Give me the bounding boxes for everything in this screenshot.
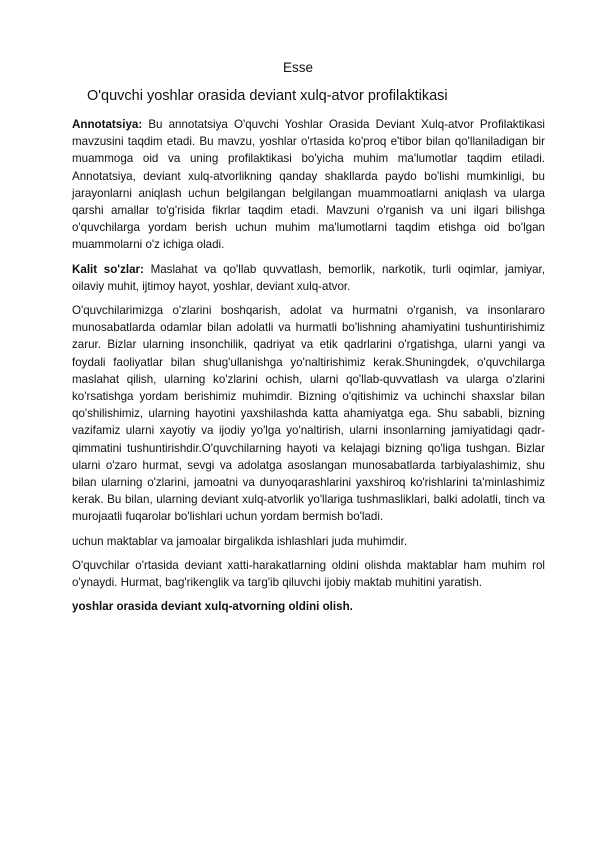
keywords-text: Maslahat va qo'llab quvvatlash, bemorlik, narkotik, turli oqimlar, jamiyar, oilaviy muhit, ijtimoy hayot, yoshlar, deviant xulq-atvor. — [72, 262, 545, 293]
closing-bold-line: yoshlar orasida deviant xulq-atvorning oldini olish. — [72, 600, 353, 614]
body-paragraph-3: O'quvchilar o'rtasida deviant xatti-harakatlarning oldini olishda maktablar ham muhim rol o'ynaydi. Hurmat, bag'rikenglik va targ'ib qiluvchi ijobiy maktab muhitini yaratish. — [72, 558, 545, 590]
abstract-label: Annotatsiya: — [72, 118, 143, 131]
abstract-paragraph — [72, 116, 545, 254]
keywords-label: Kalit so'zlar: — [72, 262, 144, 276]
document-title: O'quvchi yoshlar orasida deviant xulq-atvor profilaktikasi — [87, 88, 448, 104]
document-body — [72, 116, 545, 622]
body-paragraph-1: O'quvchilarimizga o'zlarini boshqarish, adolat va hurmatni o'rganish, va insonlararo munosabatlarda odamlar bilan adolatli va hurmatli bo'lishning ahamiyatini tushuntirishimiz zarur. Bizlar ularning insonchilik, qadriyat va etik qadrlarini o'rgatishga, ularni yangi va foydali faoliyatlar bilan shug'ullanishga yo'naltirishimiz kerak.Shuningdek, o'quvchilarga maslahat qilish, ularning ko'zlarini ochish, ularni qo'llab-quvvatlash va ularga o'zlarini ko'rsatishga yordam berishimiz muhimdir. Bizning o'qitishimiz va uchinchi shaxslar bilan qo'shilishimiz, ularning hayotini yaxshilashda katta ahamiyatga ega. Shu sababli, bizning vazifamiz ularni xayotiy va ijodiy yo'lga yo'naltirish, ularni insonlarning jamiyatidagi qadr-qimmatini tushuntirishdir.O'quvchilarning hayoti va kelajagi bizning qo'liga tushgan. Bizlar ularni o'zaro hurmat, sevgi va adolatga asoslangan munosabatlarda tarbiyalashimiz, shu bilan ularning o'zlarini, jamoatni va dunyoqarashlarini yaxshiroq ko'rishlarini ta'minlashimiz kerak. Bu bilan, ularning deviant xulq-atvorlik yo'llariga tushmasliklari, balki adolatli, tinch va murojaatli fuqarolar bo'lishlari uchun yordam bermish bo'ladi. — [72, 304, 545, 524]
document-heading: Esse — [282, 60, 313, 75]
keywords-paragraph — [72, 261, 545, 295]
body-paragraph-2: uchun maktablar va jamoalar birgalikda ishlashlari juda muhimdir. — [72, 534, 408, 548]
abstract-text: Bu annotatsiya O'quvchi Yoshlar Orasida Deviant Xulq-atvor Profilaktikasi mavzusini taqdim etadi. Bu mavzu, yoshlar o'rtasida ko'proq e'tibor bilan qo'llaniladigan bir muammoga oid va uning profilaktikasi bo'yicha muhim ma'lumotlar taqdim etiladi. Annotatsiya, deviant xulq-atvorlikning qanday shakllarda paydo bo'lishi mumkinligi, bu jarayonlarni aniqlash uchun belgilangan belgilangan muammoatlarni aniqlash va ularga qarshi amallar to'g'risida fikrlar taqdim etadi. Mavzuni o'rganish va uni ilgari bilishga o'quvchilarga yordam berish uchun muhim ma'lumotlarni taqdim etishga oid bo'lgan muammolarni o'z ichiga oladi. — [72, 118, 545, 252]
